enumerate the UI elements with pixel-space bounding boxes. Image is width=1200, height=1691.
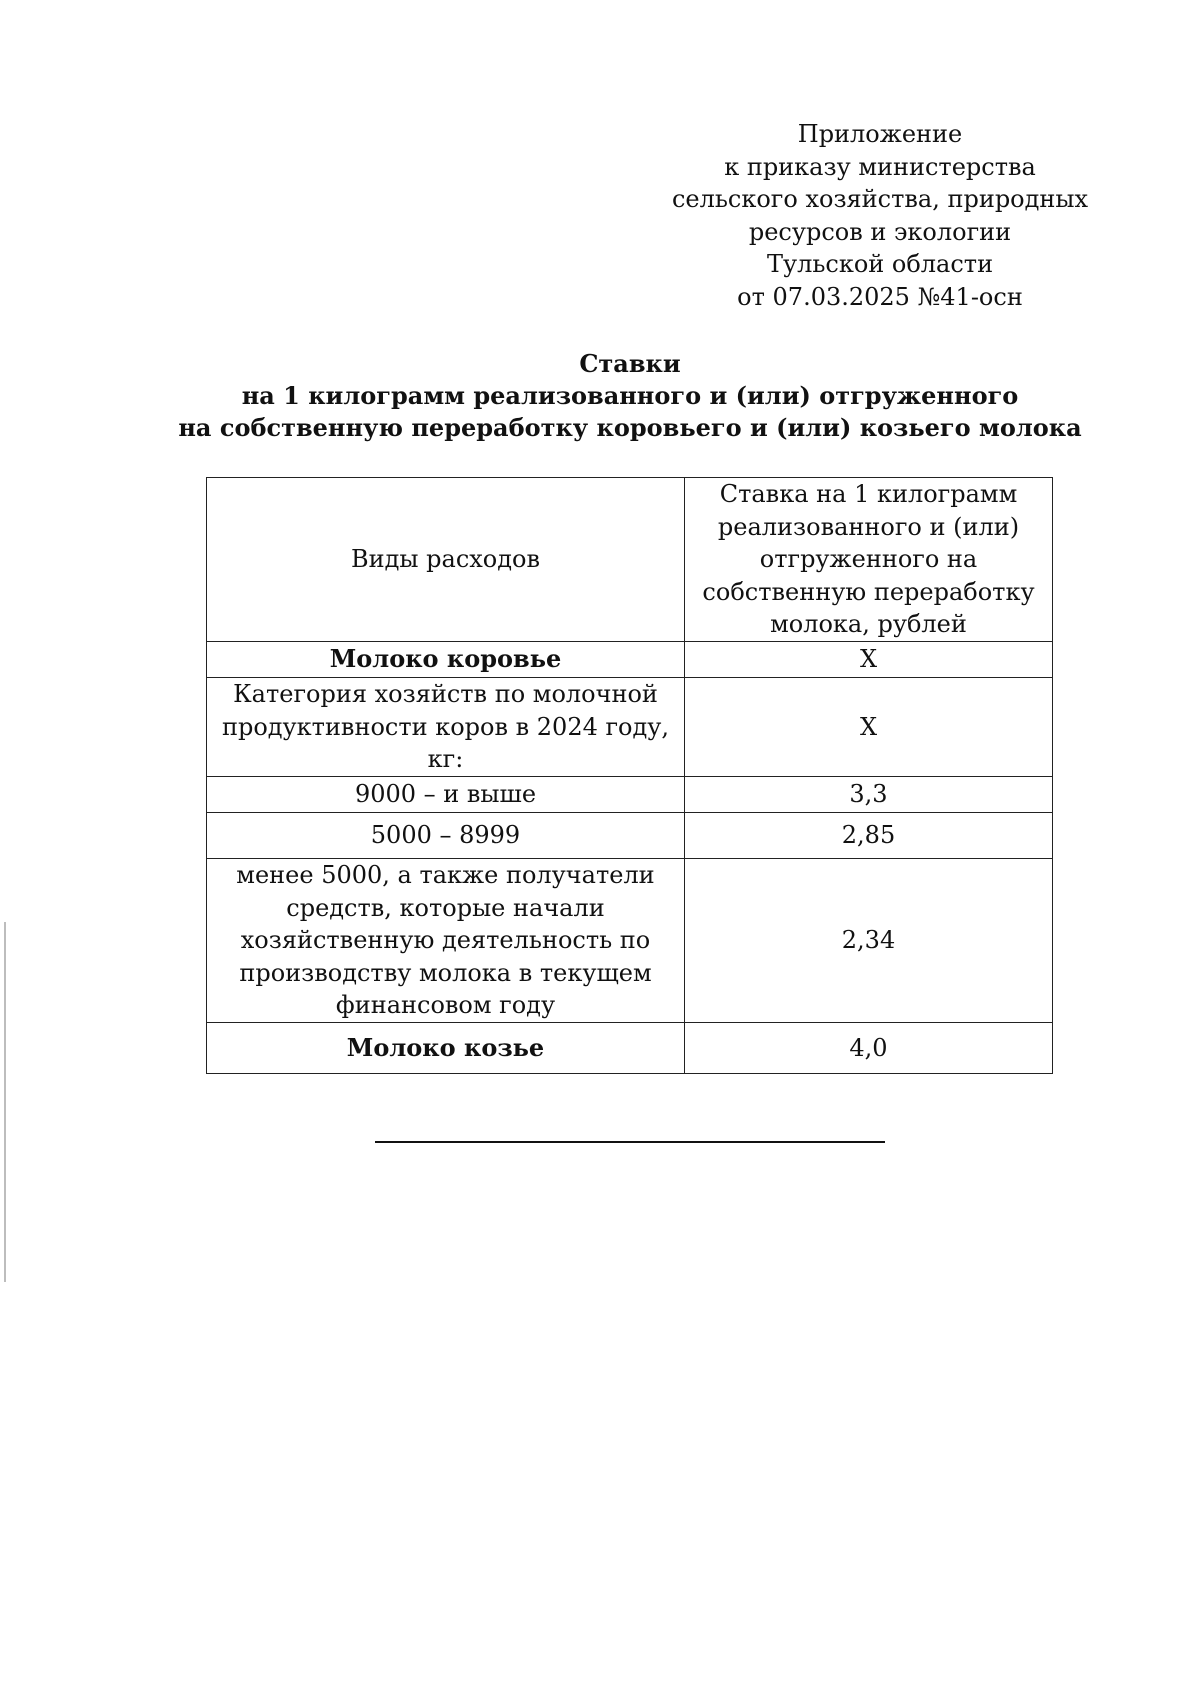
appendix-block (660, 118, 1100, 313)
table-row (207, 678, 1053, 777)
row-label: Молоко козье (207, 1023, 685, 1074)
appendix-line: Приложение (797, 120, 963, 148)
row-value: 2,85 (685, 813, 1053, 859)
table-row (207, 777, 1053, 813)
row-value: Х (685, 642, 1053, 678)
row-label: Категория хозяйств по молочной продуктивности коров в 2024 году, кг: (207, 678, 685, 777)
table-row (207, 1023, 1053, 1074)
table-row (207, 859, 1053, 1023)
row-label: менее 5000, а также получатели средств, которые начали хозяйственную деятельность по производству молока в текущем финансовом году (207, 859, 685, 1023)
appendix-line: ресурсов и экологии (748, 217, 1012, 246)
row-value: 2,34 (685, 859, 1053, 1023)
header-rate: Ставка на 1 килограмм реализованного и (или) отгруженного на собственную переработку молока, рублей (685, 478, 1053, 642)
title-line: Ставки (579, 349, 681, 378)
document-title (150, 348, 1110, 444)
table-row (207, 642, 1053, 678)
appendix-line: сельского хозяйства, природных (671, 185, 1089, 213)
row-value: 3,3 (685, 777, 1053, 813)
appendix-line: Тульской области (766, 250, 994, 278)
title-line: на 1 килограмм реализованного и (или) отгруженного (241, 381, 1019, 410)
row-label: Молоко коровье (207, 642, 685, 678)
appendix-line: к приказу министерства (724, 152, 1036, 181)
row-label: 5000 – 8999 (207, 813, 685, 859)
rates-table (206, 477, 1053, 1074)
appendix-order-date: от 07.03.2025 №41-осн (737, 282, 1023, 311)
table-row (207, 813, 1053, 859)
header-expense-types: Виды расходов (207, 478, 685, 642)
row-label: 9000 – и выше (207, 777, 685, 813)
row-value: 4,0 (685, 1023, 1053, 1074)
title-line: на собственную переработку коровьего и (или) козьего молока (178, 413, 1082, 442)
scan-edge-line (4, 922, 6, 1282)
closing-divider (375, 1141, 885, 1143)
table-header-row (207, 478, 1053, 642)
row-value: Х (685, 678, 1053, 777)
